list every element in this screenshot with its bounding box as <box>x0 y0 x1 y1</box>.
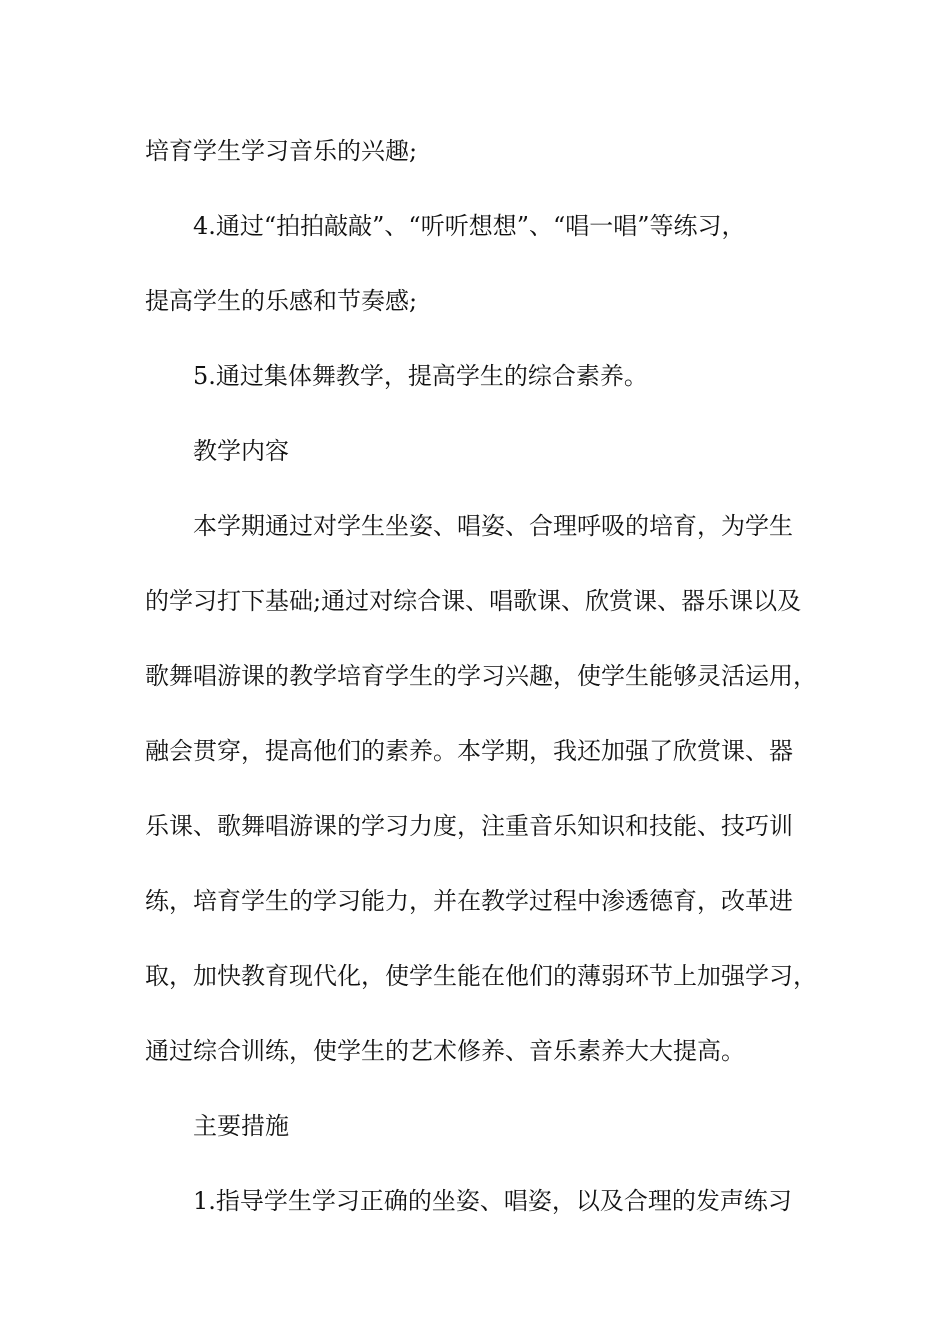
paragraph-line: 歌舞唱游课的教学培育学生的学习兴趣，使学生能够灵活运用， <box>145 662 817 690</box>
section-heading-teaching-content: 教学内容 <box>193 437 289 465</box>
paragraph-line: 练，培育学生的学习能力，并在教学过程中渗透德育，改革进 <box>145 887 793 915</box>
list-item-1: 1.指导学生学习正确的坐姿、唱姿，以及合理的发声练习 <box>193 1187 792 1215</box>
paragraph-line: 乐课、歌舞唱游课的学习力度，注重音乐知识和技能、技巧训 <box>145 812 793 840</box>
text-line: 提高学生的乐感和节奏感; <box>145 287 418 315</box>
section-heading-main-measures: 主要措施 <box>193 1112 289 1140</box>
list-item-5: 5.通过集体舞教学，提高学生的综合素养。 <box>193 362 648 390</box>
paragraph-line: 的学习打下基础;通过对综合课、唱歌课、欣赏课、器乐课以及 <box>145 587 802 615</box>
paragraph-line: 通过综合训练，使学生的艺术修养、音乐素养大大提高。 <box>145 1037 745 1065</box>
text-line: 培育学生学习音乐的兴趣; <box>145 137 418 165</box>
list-item-4: 4.通过“拍拍敲敲”、“听听想想”、“唱一唱”等练习， <box>193 212 746 240</box>
paragraph-line: 本学期通过对学生坐姿、唱姿、合理呼吸的培育，为学生 <box>193 512 793 540</box>
paragraph-line: 融会贯穿，提高他们的素养。本学期，我还加强了欣赏课、器 <box>145 737 793 765</box>
paragraph-line: 取，加快教育现代化，使学生能在他们的薄弱环节上加强学习， <box>145 962 817 990</box>
